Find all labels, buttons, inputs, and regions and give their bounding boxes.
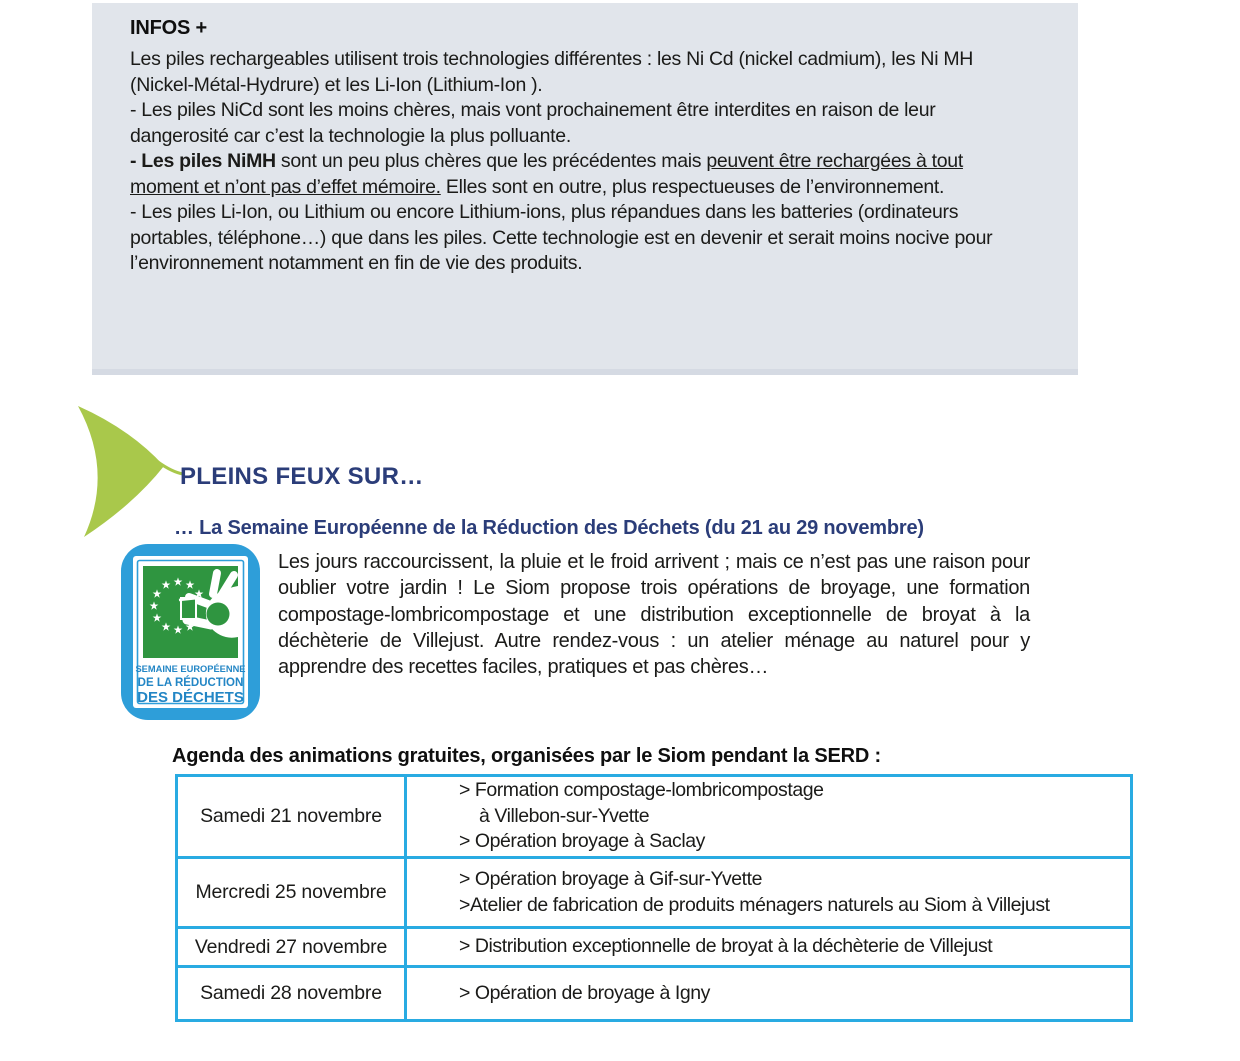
agenda-item: > Opération broyage à Saclay bbox=[459, 830, 705, 853]
agenda-date: Mercredi 25 novembre bbox=[177, 858, 406, 928]
infos-box-title: INFOS + bbox=[130, 17, 207, 39]
agenda-item: > Distribution exceptionnelle de broyat à la déchèterie de Villejust bbox=[459, 935, 993, 958]
spotlight-title: PLEINS FEUX SUR… bbox=[180, 463, 424, 490]
agenda-table bbox=[175, 774, 1133, 1022]
logo-caption-line2: DE LA RÉDUCTION bbox=[137, 677, 244, 689]
infos-box bbox=[92, 3, 1078, 375]
agenda-items bbox=[406, 967, 1132, 1021]
spotlight-subtitle: … La Semaine Européenne de la Réduction des Déchets (du 21 au 29 novembre) bbox=[174, 517, 924, 539]
green-arrow-icon bbox=[64, 404, 184, 539]
table-row bbox=[177, 776, 1132, 858]
infos-paragraph-3 bbox=[130, 149, 1022, 200]
infos-p3-normal: sont un peu plus chères que les précédentes mais bbox=[275, 150, 707, 172]
logo-caption-line1: SEMAINE EUROPÉENNE bbox=[135, 664, 246, 674]
serd-logo bbox=[121, 544, 260, 720]
table-row bbox=[177, 967, 1132, 1021]
agenda-item: > Opération broyage à Gif-sur-Yvette bbox=[459, 868, 763, 890]
infos-paragraph-4: - Les piles Li-Ion, ou Lithium ou encore Lithium-ions, plus répandues dans les batteries (ordinateurs portables, téléphone…) que dans les piles. Cette technologie est en devenir et serait moins nocive pour l’environnement notamment en fin de vie des produits. bbox=[130, 201, 993, 274]
infos-p3-underlined: peuvent être rechargées à tout moment et n’ont pas d’effet mémoire. bbox=[130, 150, 963, 198]
logo-caption bbox=[135, 664, 245, 706]
agenda-date: Samedi 21 novembre bbox=[177, 776, 406, 858]
agenda-heading: Agenda des animations gratuites, organisées par le Siom pendant la SERD : bbox=[172, 745, 881, 767]
agenda-items bbox=[406, 928, 1132, 967]
table-row bbox=[177, 858, 1132, 928]
infos-paragraph-1: Les piles rechargeables utilisent trois technologies différentes : les Ni Cd (nickel cadmium), les Ni MH (Nickel-Métal-Hydrure) et les Li-Ion (Lithium-Ion ). bbox=[130, 48, 974, 96]
agenda-item-continuation: à Villebon-sur-Yvette bbox=[479, 804, 650, 827]
agenda-date: Samedi 28 novembre bbox=[177, 967, 406, 1021]
infos-paragraph-2: - Les piles NiCd sont les moins chères, mais vont prochainement être interdites en raison de leur dangerosité car c’est la technologie la plus polluante. bbox=[130, 99, 936, 147]
logo-caption-line3: DES DÉCHETS bbox=[137, 689, 244, 706]
infos-p3-tail: Elles sont en outre, plus respectueuses de l’environnement. bbox=[440, 175, 945, 198]
spotlight-intro-paragraph: Les jours raccourcissent, la pluie et le froid arrivent ; mais ce n’est pas une raison pour oublier votre jardin ! Le Siom propose trois opérations de broyage, une formation compostage-lombricompostage et une distribution exceptionnelle de broyat à la déchèterie de Villejust. Autre rendez-vous : un atelier ménage au naturel pour y apprendre des recettes faciles, pratiques et pas chères… bbox=[278, 551, 1030, 679]
agenda-item: >Atelier de fabrication de produits ménagers naturels au Siom à Villejust bbox=[459, 893, 1050, 916]
agenda-item: > Opération de broyage à Igny bbox=[459, 981, 710, 1004]
infos-p3-bold: - Les piles NiMH bbox=[130, 150, 276, 172]
agenda-item: > Formation compostage-lombricompostage bbox=[459, 779, 824, 802]
table-row bbox=[177, 928, 1132, 967]
agenda-items bbox=[406, 776, 1132, 858]
agenda-date: Vendredi 27 novembre bbox=[177, 928, 406, 967]
agenda-items bbox=[406, 858, 1132, 928]
